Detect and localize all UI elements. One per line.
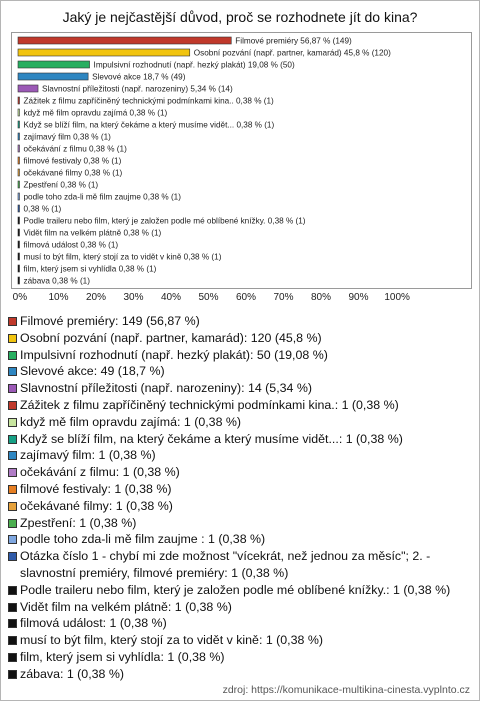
bar-label-12: Zpestření 0,38 % (1) [23,180,99,190]
bar-label-17: filmová událost 0,38 % (1) [23,240,119,250]
x-axis-ticks [0,292,480,306]
legend-item-16 [8,599,474,616]
legend-label-15: Podle traileru nebo film, který je založen podle mé oblíbené knížky.: 1 (0,38 %) [20,582,451,597]
bar-2 [18,61,90,68]
bar-7 [18,121,20,128]
x-tick-10: 100% [384,292,410,303]
legend-swatch-11 [8,502,17,511]
bar-label-15: Podle traileru nebo film, který je založen podle mé oblíbené knížky. 0,38 % (1) [23,216,306,226]
legend-item-13 [8,531,474,548]
legend-item-17 [8,615,474,632]
legend-swatch-18 [8,636,17,645]
bar-label-3: Slevové akce 18,7 % (49) [92,72,186,82]
bar-label-20: zábava 0,38 % (1) [23,276,90,286]
legend-label-4: Slavnostní příležitosti (např. narozeniny): 14 (5,34 %) [20,381,313,396]
legend-item-1 [8,330,474,347]
chart-title: Jaký je nejčastější důvod, proč se rozhodnete jít do kina? [62,9,418,25]
x-tick-8: 80% [310,292,332,303]
legend-swatch-15 [8,586,17,595]
bar-label-10: filmové festivaly 0,38 % (1) [23,156,122,166]
bar-4 [18,85,38,92]
bar-label-8: zajímavý film 0,38 % (1) [23,132,111,142]
legend-item-10 [8,481,474,498]
bar-6 [18,109,20,116]
legend-label-9: očekávání z filmu: 1 (0,38 %) [20,465,180,480]
legend-swatch-6 [8,418,17,427]
legend-item-6 [8,414,474,431]
bar-1 [18,49,190,56]
legend-label-0: Filmové premiéry: 149 (56,87 %) [20,314,200,328]
legend-label-10: filmové festivaly: 1 (0,38 %) [20,481,172,496]
legend-swatch-13 [8,535,17,544]
bar-9 [18,145,20,152]
bar-label-11: očekávané filmy 0,38 % (1) [23,168,123,178]
legend-swatch-2 [8,351,17,360]
legend-item-7 [8,431,474,448]
bar-11 [18,169,20,176]
x-tick-4: 40% [160,292,182,303]
x-tick-7: 70% [273,292,294,303]
bar-10 [18,157,20,164]
legend-label-8: zajímavý film: 1 (0,38 %) [20,448,156,463]
bar-8 [18,133,20,140]
legend-item-8 [8,447,474,464]
legend-swatch-5 [8,401,17,410]
legend-item-2 [8,347,474,364]
legend-label-3: Slevové akce: 49 (18,7 %) [20,364,165,379]
bar-18 [18,253,20,260]
legend-swatch-14 [8,552,17,561]
legend-swatch-8 [8,451,17,460]
legend-item-0 [8,313,474,330]
bar-label-2: Impulsivní rozhodnutí (např. hezký plakát) 19,08 % (50) [93,60,295,70]
legend-swatch-4 [8,384,17,393]
bar-0 [18,37,231,44]
bar-label-7: Když se blíží film, na který čekáme a který musíme vidět... 0,38 % (1) [23,120,275,130]
legend-label-14: Otázka číslo 1 - chybí mi zde možnost "vícekrát, než jednou za měsíc"; 2. - slavnostní premiéry, filmové premiéry: 1 (0,38 %) [20,549,431,580]
plot-area [11,32,472,289]
legend-label-1: Osobní pozvání (např. partner, kamarád): 120 (45,8 %) [20,330,322,345]
legend [8,313,474,683]
legend-item-20 [8,666,474,683]
legend-swatch-20 [8,670,17,679]
x-tick-3: 30% [123,292,144,303]
bar-label-1: Osobní pozvání (např. partner, kamarád) 45,8 % (120) [193,48,391,58]
legend-item-5 [8,397,474,414]
bar-label-5: Zážitek z filmu zapříčiněný technickými podmínkami kina.. 0,38 % (1) [23,96,274,106]
legend-label-20: zábava: 1 (0,38 %) [20,666,125,681]
legend-label-19: film, který jsem si vyhlídla: 1 (0,38 %) [20,649,225,664]
legend-label-7: Když se blíží film, na který čekáme a který musíme vidět...: 1 (0,38 %) [20,431,403,446]
legend-swatch-7 [8,435,17,444]
bar-20 [18,277,20,284]
legend-label-13: podle toho zda-li mě film zaujme : 1 (0,38 %) [20,532,266,547]
bar-chart-svg [12,33,471,288]
legend-item-19 [8,649,474,666]
bar-16 [18,229,20,236]
legend-label-11: očekávané filmy: 1 (0,38 %) [20,498,173,513]
bar-label-19: film, který jsem si vyhlídla 0,38 % (1) [23,264,157,274]
legend-label-12: Zpestření: 1 (0,38 %) [20,515,137,530]
x-tick-5: 50% [198,292,219,303]
bar-14 [18,205,20,212]
legend-label-17: filmová událost: 1 (0,38 %) [20,616,167,631]
bar-label-16: Vidět film na velkém plátně 0,38 % (1) [23,228,162,238]
legend-swatch-19 [8,653,17,662]
x-tick-9: 90% [348,292,369,303]
bar-label-4: Slavnostní příležitosti (např. narozeniny) 5,34 % (14) [42,84,233,94]
legend-swatch-10 [8,485,17,494]
legend-swatch-3 [8,367,17,376]
x-tick-2: 20% [85,292,107,303]
legend-label-6: když mě film opravdu zajímá: 1 (0,38 %) [20,414,242,429]
legend-swatch-17 [8,619,17,628]
bar-15 [18,217,20,224]
bar-19 [18,265,20,272]
legend-label-16: Vidět film na velkém plátně: 1 (0,38 %) [20,599,232,614]
source-note: zdroj: https://komunikace-multikina-cinesta.vyplnto.cz [222,684,470,696]
legend-item-11 [8,498,474,515]
legend-item-12 [8,515,474,532]
x-tick-1: 10% [48,292,69,303]
legend-label-5: Zážitek z filmu zapříčiněný technickými podmínkami kina.: 1 (0,38 %) [20,397,399,412]
legend-swatch-0 [8,317,17,326]
legend-item-9 [8,464,474,481]
bar-label-0: Filmové premiéry 56,87 % (149) [235,36,352,46]
legend-item-18 [8,632,474,649]
legend-item-14 [8,548,474,582]
bar-label-14: 0,38 % (1) [23,204,62,214]
bar-label-13: podle toho zda-li mě film zaujme 0,38 % (1) [23,192,181,202]
bar-label-18: musí to být film, který stojí za to vidět v kině 0,38 % (1) [23,252,222,262]
x-tick-6: 60% [235,292,257,303]
legend-swatch-16 [8,603,17,612]
legend-swatch-12 [8,519,17,528]
bar-label-6: když mě film opravdu zajímá 0,38 % (1) [23,108,168,118]
bar-label-9: očekávání z filmu 0,38 % (1) [23,144,127,154]
legend-label-18: musí to být film, který stojí za to vidět v kině: 1 (0,38 %) [20,633,323,648]
legend-item-15 [8,582,474,599]
legend-swatch-1 [8,334,17,343]
legend-item-3 [8,363,474,380]
bar-12 [18,181,20,188]
bar-5 [18,97,20,104]
bar-3 [18,73,88,80]
legend-label-2: Impulsivní rozhodnutí (např. hezký plakát): 50 (19,08 %) [20,347,328,362]
legend-item-4 [8,380,474,397]
bar-13 [18,193,20,200]
bar-17 [18,241,20,248]
x-tick-0: 0% [12,292,28,303]
legend-swatch-9 [8,468,17,477]
